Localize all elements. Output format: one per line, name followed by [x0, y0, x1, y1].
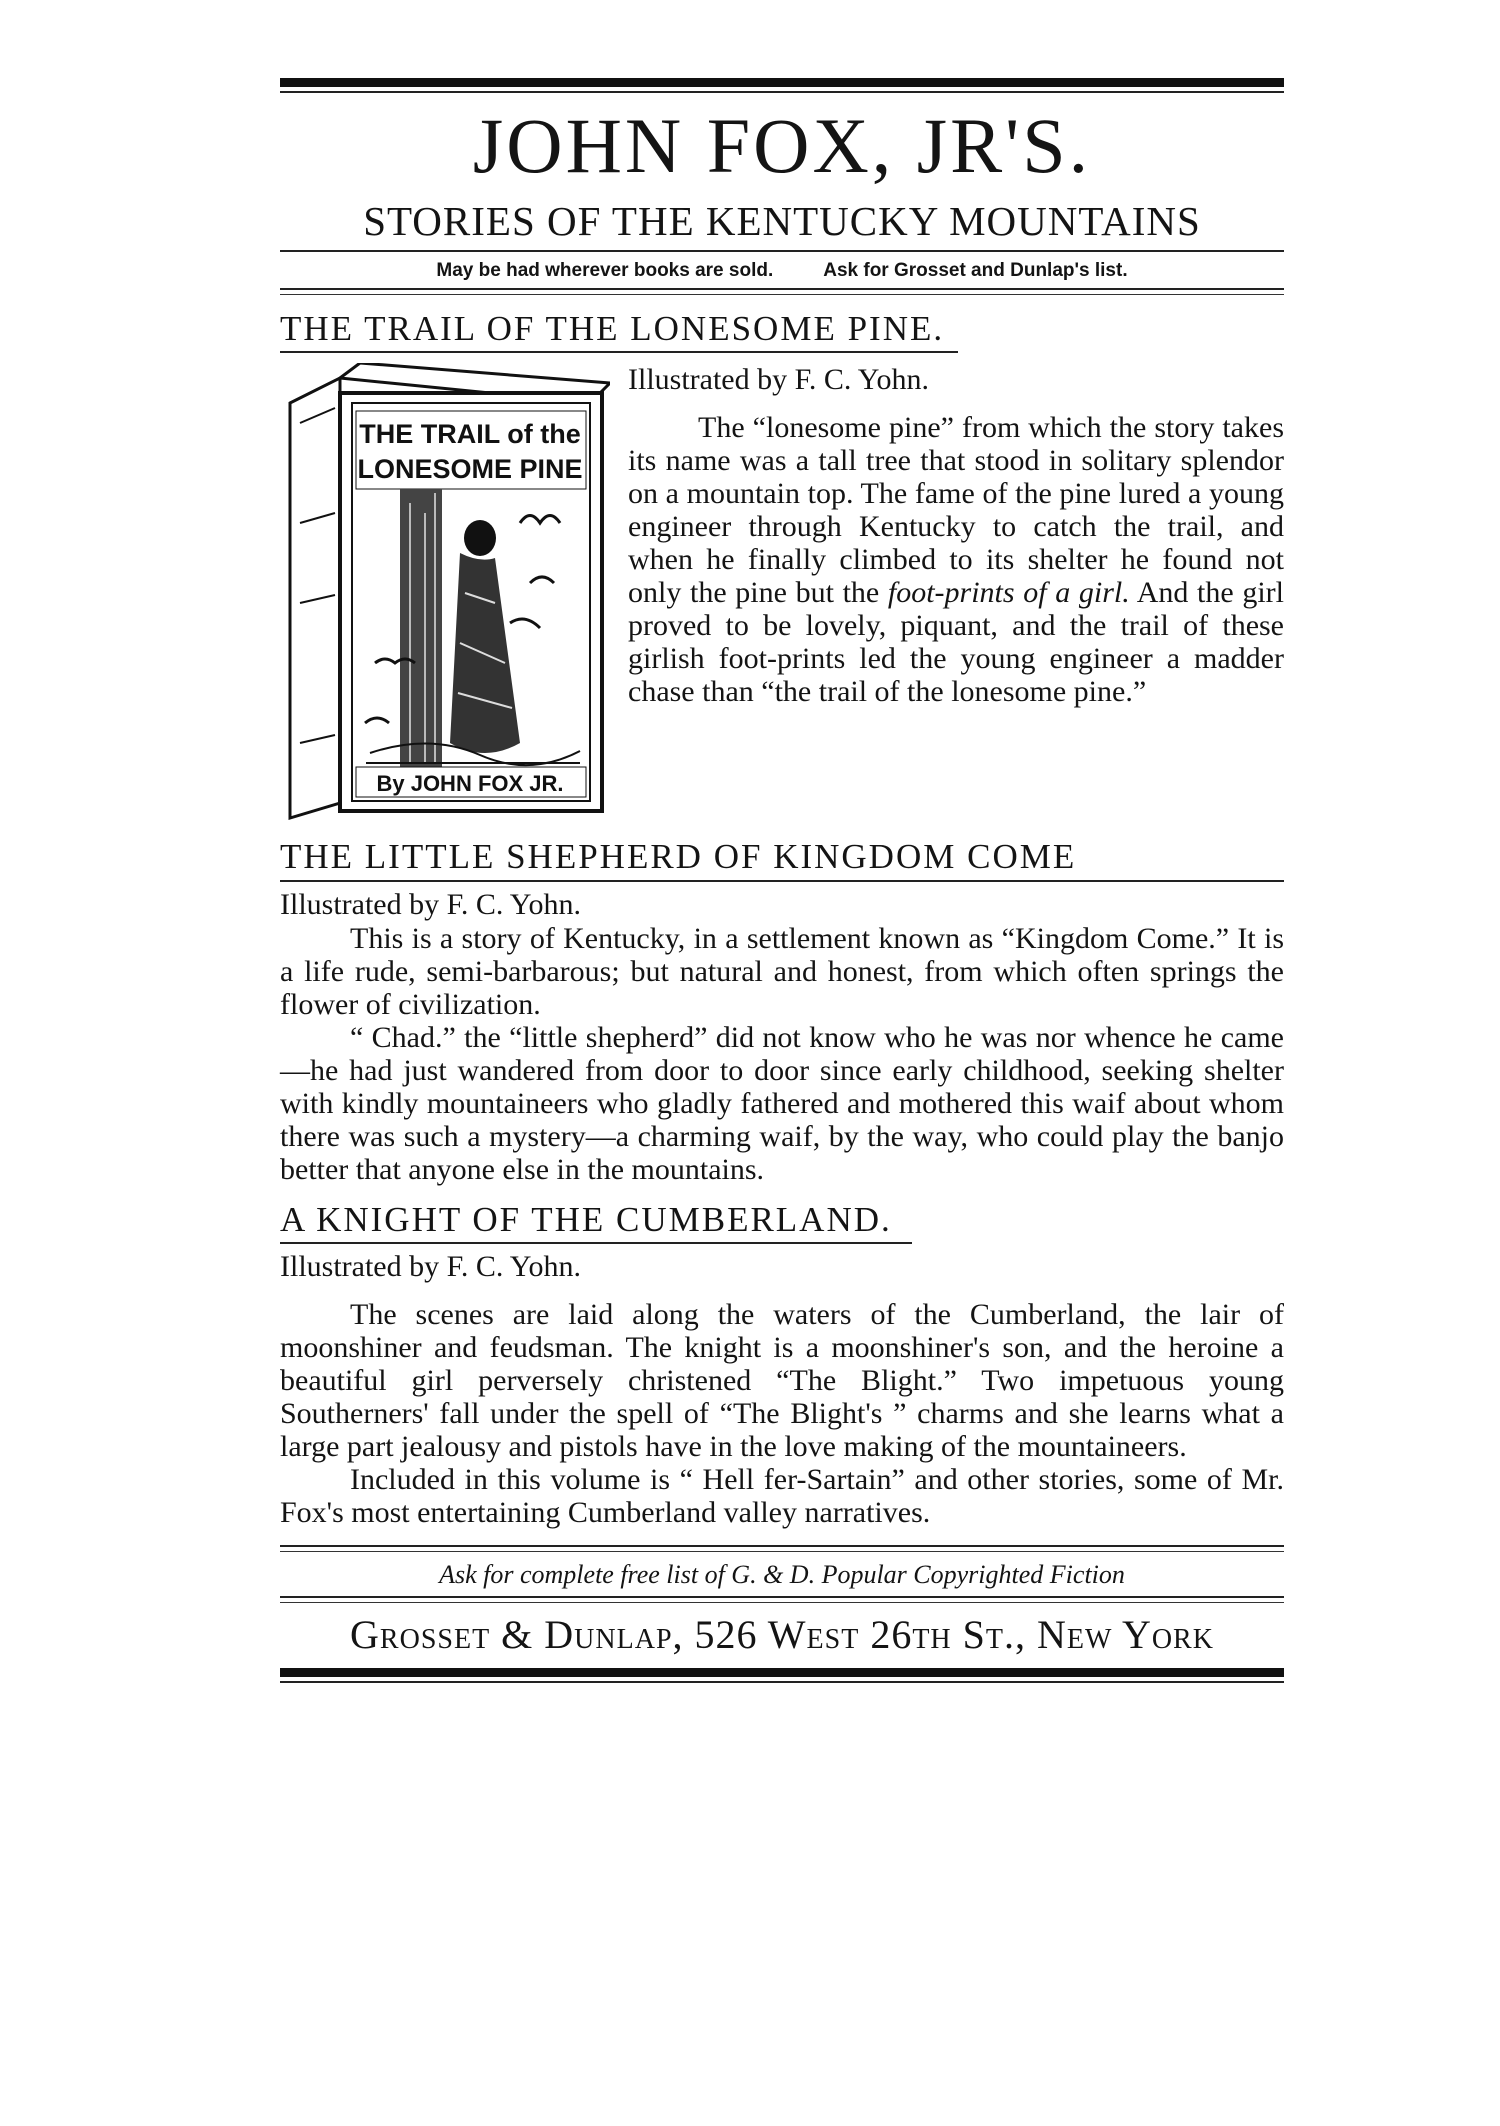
book-section-knight-cumberland — [280, 1200, 1284, 1529]
book-title: THE TRAIL OF THE LONESOME PINE. — [280, 309, 958, 353]
notice-left: May be had wherever books are sold. — [436, 260, 774, 282]
book-description — [628, 411, 1284, 708]
book-paragraph: “ Chad.” the “little shepherd” did not know who he was nor whence he came—he had just wandered from door to door since early childhood, seeking shelter with kindly mountaineers who gladly fathered and mothered this waif about whom there was such a mystery—a charming waif, by the way, who could play the banjo better that anyone else in the mountains. — [280, 1020, 1284, 1186]
book-title: A KNIGHT OF THE CUMBERLAND. — [280, 1200, 912, 1244]
page-title: JOHN FOX, JR'S. — [472, 102, 1092, 189]
book-section-little-shepherd — [280, 837, 1284, 1185]
book-illustrator: Illustrated by F. C. Yohn. — [280, 887, 581, 921]
description-italic: foot-prints of a girl. — [887, 576, 1130, 610]
advertisement-page — [280, 78, 1284, 1683]
availability-notice — [280, 252, 1284, 288]
description-part-2: And the girl proved to be lovely, piquant, and the trail of these girlish foot-prints led the young engineer a madder chase than “the trail of the lonesome pine.” — [628, 576, 1284, 709]
bottom-thin-rule — [280, 1681, 1284, 1683]
description-part-1: The “lonesome pine” from which the story takes its name was a tall tree that stood in solitary splendor on a mountain top. The fame of the pine lured a young engineer through Kentucky to catch the trail, and when he finally climbed to its shelter he found not only the pine but the — [628, 411, 1284, 610]
top-thin-rule — [280, 91, 1284, 93]
catalog-request: Ask for complete free list of G. & D. Popular Copyrighted Fiction — [439, 1559, 1125, 1589]
book-paragraph: This is a story of Kentucky, in a settlement known as “Kingdom Come.” It is a life rude, semi-barbarous; but natural and honest, from which often springs the flower of civilization. — [280, 921, 1284, 1021]
book-paragraph: Included in this volume is “ Hell fer-Sartain” and other stories, some of Mr. Fox's most entertaining Cumberland valley narratives. — [280, 1462, 1284, 1529]
cover-title-top: THE TRAIL of the — [359, 419, 581, 450]
publisher-imprint: Grosset & Dunlap, 526 West 26th St., New York — [350, 1611, 1214, 1657]
top-heavy-rule — [280, 78, 1284, 87]
cover-title-bottom: LONESOME PINE — [357, 454, 583, 485]
book-section-lonesome-pine — [280, 309, 1284, 823]
page-subtitle: STORIES OF THE KENTUCKY MOUNTAINS — [363, 198, 1201, 244]
book-paragraph: The scenes are laid along the waters of the Cumberland, the lair of moonshiner and feudsman. The knight is a moonshiner's son, and the heroine a beautiful girl perversely christened “The Blight.” Two impetuous young Southerners' fall under the spell of “The Blight's ” charms and she learns what a large part jealousy and pistols have in the love making of the mountaineers. — [280, 1297, 1284, 1463]
bottom-heavy-rule — [280, 1668, 1284, 1677]
book-cover-illustration — [280, 363, 610, 823]
book-title: THE LITTLE SHEPHERD OF KINGDOM COME — [280, 837, 1284, 881]
notice-hair-rule — [280, 294, 1284, 295]
book-illustrator: Illustrated by F. C. Yohn. — [628, 363, 929, 397]
book-illustrator: Illustrated by F. C. Yohn. — [280, 1249, 581, 1283]
cover-author: By JOHN FOX JR. — [376, 771, 564, 797]
notice-right: Ask for Grosset and Dunlap's list. — [823, 260, 1128, 282]
